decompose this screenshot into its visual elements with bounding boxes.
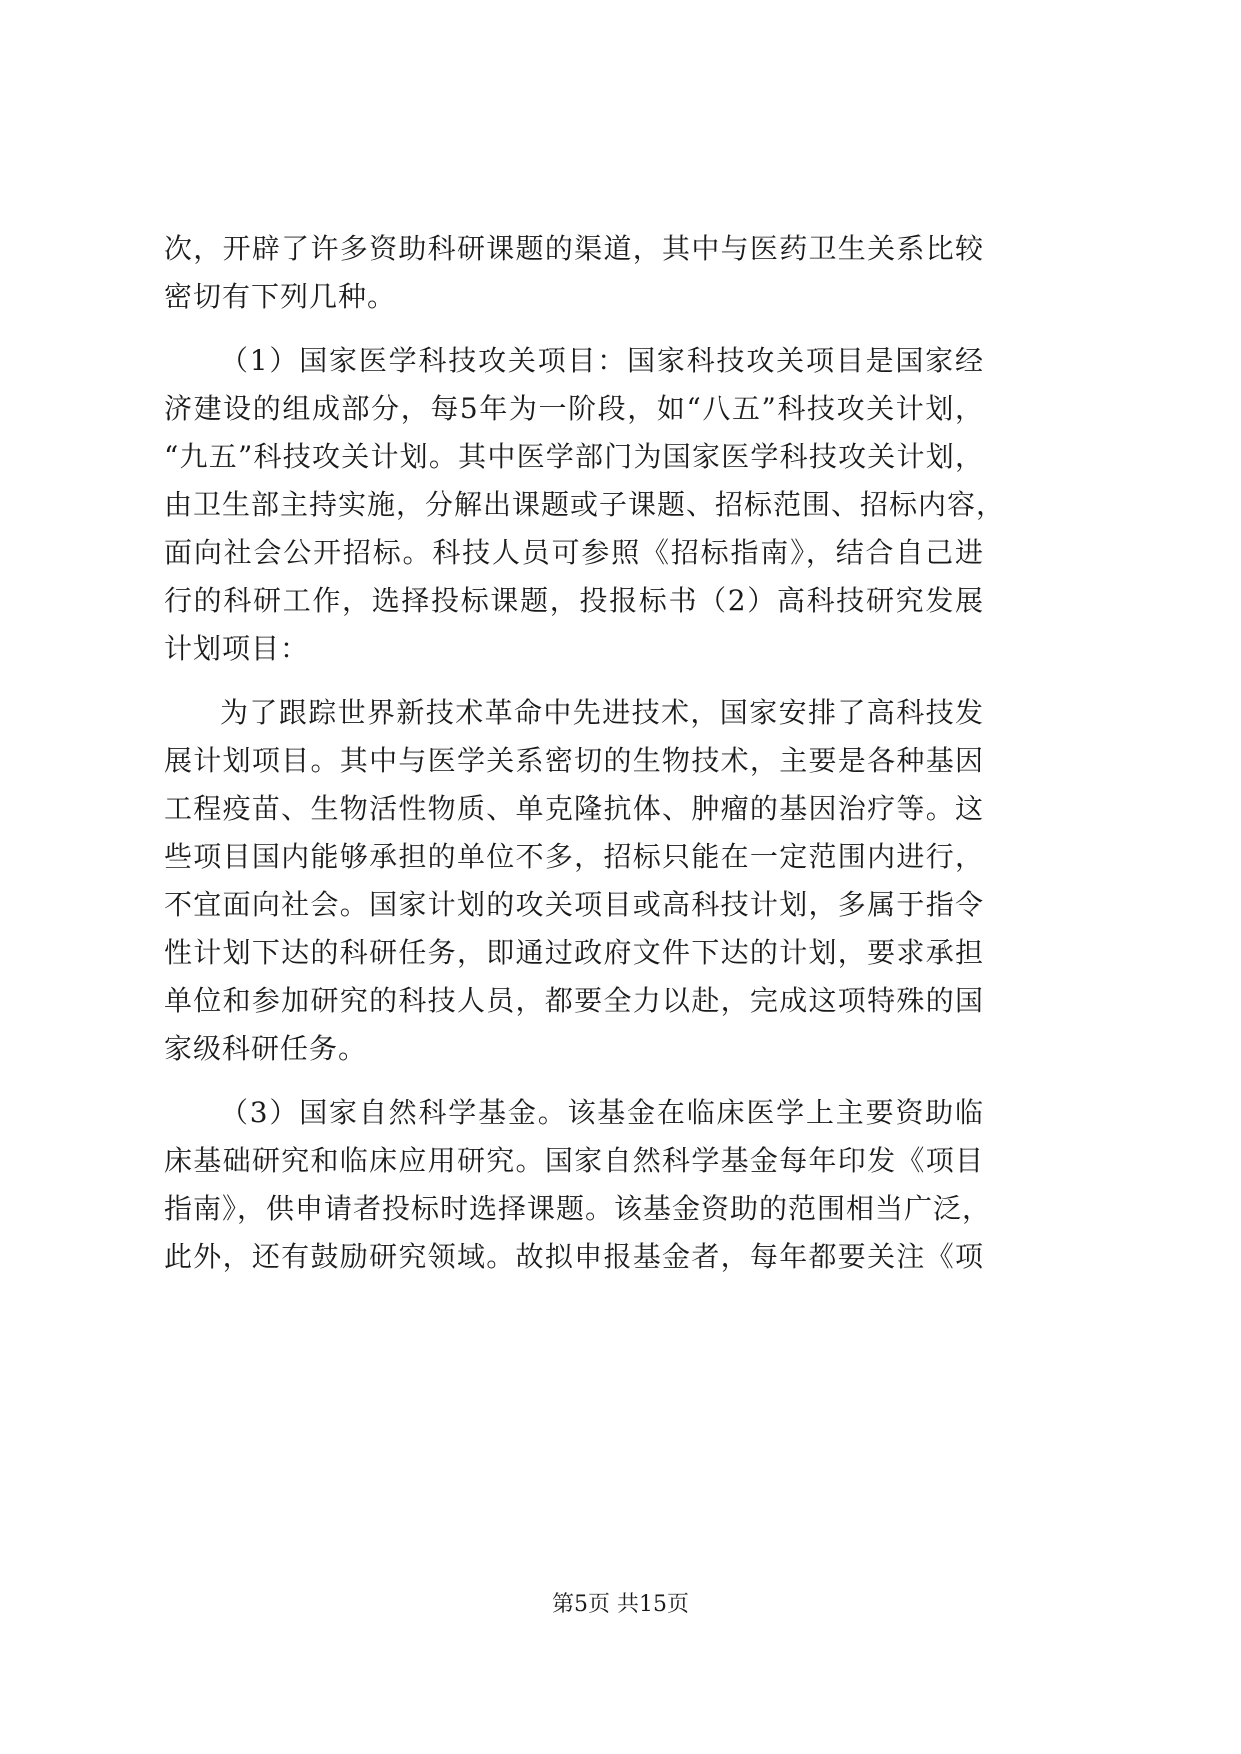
text-line: 计划项目： [164,632,310,665]
text-line: 家级科研任务。 [164,1032,368,1065]
text-line: 些项目国内能够承担的单位不多，招标只能在一定范围内进行， [164,840,984,873]
text-line: 性计划下达的科研任务，即通过政府文件下达的计划，要求承担 [164,936,984,969]
text-line: 单位和参加研究的科技人员，都要全力以赴，完成这项特殊的国 [164,984,984,1017]
text-line: 行的科研工作，选择投标课题，投报标书（2）高科技研究发展 [164,584,984,617]
text-line: 为了跟踪世界新技术革命中先进技术，国家安排了高科技发 [220,696,984,729]
text-line: 展计划项目。其中与医学关系密切的生物技术，主要是各种基因 [164,744,984,777]
text-line: （1）国家医学科技攻关项目：国家科技攻关项目是国家经 [220,344,984,377]
text-line: 由卫生部主持实施，分解出课题或子课题、招标范围、招标内容， [164,488,1006,521]
text-line: 床基础研究和临床应用研究。国家自然科学基金每年印发《项目 [164,1144,984,1177]
text-line: 济建设的组成部分，每5年为一阶段，如“八五”科技攻关计划， [164,392,984,425]
text-line: 面向社会公开招标。科技人员可参照《招标指南》，结合自己进 [164,536,984,569]
text-line: “九五”科技攻关计划。其中医学部门为国家医学科技攻关计划， [164,440,984,473]
text-line: 指南》，供申请者投标时选择课题。该基金资助的范围相当广泛， [164,1192,992,1225]
text-line: 此外，还有鼓励研究领域。故拟申报基金者，每年都要关注《项 [164,1240,984,1273]
text-line: 工程疫苗、生物活性物质、单克隆抗体、肿瘤的基因治疗等。这 [164,792,984,825]
text-line: （3）国家自然科学基金。该基金在临床医学上主要资助临 [220,1096,984,1129]
text-line: 次，开辟了许多资助科研课题的渠道，其中与医药卫生关系比较 [164,232,984,265]
text-line: 不宜面向社会。国家计划的攻关项目或高科技计划，多属于指令 [164,888,984,921]
page-number-footer: 第5页 共15页 [552,1592,689,1617]
text-line: 密切有下列几种。 [164,280,397,313]
